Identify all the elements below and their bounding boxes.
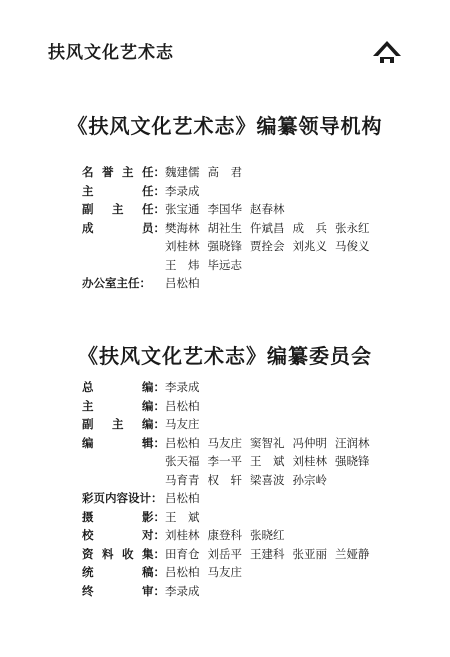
member-line bbox=[165, 582, 450, 601]
publisher-logo bbox=[372, 40, 402, 64]
member-line bbox=[165, 237, 450, 256]
role-label-char: 彩页内容设计： bbox=[82, 491, 163, 505]
role-label-char: 主 bbox=[82, 183, 94, 198]
member-name: 兰娅静 bbox=[335, 546, 370, 561]
member-line bbox=[165, 489, 450, 508]
member-name: 李国华 bbox=[207, 202, 242, 216]
member-name: 马友庄 bbox=[207, 565, 242, 579]
member-names bbox=[165, 545, 450, 564]
role-label-char: 编： bbox=[142, 380, 165, 394]
role-label bbox=[82, 219, 165, 275]
member-line bbox=[165, 526, 450, 545]
member-name: 胡社生 bbox=[207, 220, 242, 235]
member-names bbox=[165, 182, 450, 201]
member-name: 李录成 bbox=[165, 183, 200, 198]
member-name: 吕松柏 bbox=[165, 398, 200, 413]
member-name: 吕松柏 bbox=[165, 435, 200, 450]
roster-row bbox=[82, 582, 450, 601]
role-label-char: 总 bbox=[82, 380, 94, 394]
role-label bbox=[82, 415, 165, 434]
role-label bbox=[82, 508, 165, 527]
member-name: 樊海林 bbox=[165, 220, 200, 235]
roster-row bbox=[82, 508, 450, 527]
member-line bbox=[165, 563, 450, 582]
member-name: 张亚丽 bbox=[292, 546, 327, 561]
member-line bbox=[165, 256, 450, 275]
role-label bbox=[82, 582, 165, 601]
role-label-char: 校 bbox=[82, 528, 94, 542]
leadership-roster bbox=[82, 163, 450, 293]
role-label-char: 名 bbox=[82, 165, 94, 179]
member-name: 张晓红 bbox=[250, 528, 285, 542]
roster-row bbox=[82, 274, 450, 293]
member-names bbox=[165, 378, 450, 397]
role-label-char: 终 bbox=[82, 583, 94, 598]
role-label-char: 收 bbox=[122, 546, 134, 561]
member-names bbox=[165, 526, 450, 545]
roster-row bbox=[82, 545, 450, 564]
role-label bbox=[82, 182, 165, 201]
member-names bbox=[165, 582, 450, 601]
role-label-char: 料 bbox=[102, 546, 114, 561]
member-name: 强晓锋 bbox=[207, 239, 242, 253]
member-name: 冯仲明 bbox=[292, 435, 327, 450]
member-names bbox=[165, 415, 450, 434]
role-label-char: 主 bbox=[122, 165, 134, 179]
member-line bbox=[165, 471, 450, 490]
role-label-char: 任： bbox=[142, 202, 165, 216]
role-label bbox=[82, 397, 165, 416]
roster-row bbox=[82, 219, 450, 275]
roster-row bbox=[82, 489, 450, 508]
member-names bbox=[165, 397, 450, 416]
member-name: 成 兵 bbox=[292, 220, 327, 235]
member-line bbox=[165, 452, 450, 471]
member-name: 田育仓 bbox=[165, 546, 200, 561]
member-name: 强晓锋 bbox=[335, 454, 370, 468]
role-label-char: 对： bbox=[142, 528, 165, 542]
role-label bbox=[82, 545, 165, 564]
member-name: 康登科 bbox=[207, 528, 242, 542]
member-line bbox=[165, 415, 450, 434]
roster-row bbox=[82, 182, 450, 201]
member-name: 张永红 bbox=[335, 220, 370, 235]
member-name: 贾拴会 bbox=[250, 239, 285, 253]
roster-row bbox=[82, 415, 450, 434]
role-label bbox=[82, 526, 165, 545]
member-name: 吕松柏 bbox=[165, 276, 200, 290]
member-name: 王 斌 bbox=[250, 454, 285, 468]
member-name: 王 炜 bbox=[165, 257, 200, 272]
member-name: 窦智礼 bbox=[250, 435, 285, 450]
role-label bbox=[82, 274, 165, 293]
member-name: 汪润林 bbox=[335, 435, 370, 450]
member-name: 马友庄 bbox=[207, 435, 242, 450]
role-label-char: 统 bbox=[82, 565, 94, 579]
role-label-char: 副 bbox=[82, 417, 94, 431]
member-name: 马俊义 bbox=[335, 239, 370, 253]
role-label bbox=[82, 434, 165, 490]
member-name: 魏建儒 bbox=[165, 165, 200, 179]
member-name: 仵斌昌 bbox=[250, 220, 285, 235]
role-label bbox=[82, 163, 165, 182]
roster-row bbox=[82, 200, 450, 219]
member-line bbox=[165, 545, 450, 564]
role-label-char: 员： bbox=[142, 220, 165, 235]
roster-row bbox=[82, 378, 450, 397]
roster-row bbox=[82, 397, 450, 416]
member-name: 刘桂林 bbox=[292, 454, 327, 468]
role-label-char: 编： bbox=[142, 417, 165, 431]
role-label-char: 任： bbox=[142, 183, 165, 198]
member-names bbox=[165, 219, 450, 275]
member-name: 梁喜波 bbox=[250, 472, 285, 487]
member-name: 权 轩 bbox=[207, 472, 242, 487]
committee-section-title: 《扶风文化艺术志》编纂委员会 bbox=[78, 344, 372, 368]
role-label bbox=[82, 563, 165, 582]
member-name: 毕远志 bbox=[207, 257, 242, 272]
member-name: 孙宗岭 bbox=[292, 472, 327, 487]
role-label-char: 摄 bbox=[82, 509, 94, 524]
committee-roster bbox=[82, 378, 450, 600]
role-label bbox=[82, 378, 165, 397]
member-line bbox=[165, 200, 450, 219]
role-label-char: 审： bbox=[142, 583, 165, 598]
member-line bbox=[165, 397, 450, 416]
member-name: 高 君 bbox=[207, 165, 242, 179]
role-label-char: 办公室主任： bbox=[82, 276, 151, 290]
member-name: 刘岳平 bbox=[207, 546, 242, 561]
member-name: 李录成 bbox=[165, 583, 200, 598]
roster-row bbox=[82, 434, 450, 490]
role-label bbox=[82, 200, 165, 219]
role-label-char: 稿： bbox=[142, 565, 165, 579]
member-name: 李一平 bbox=[207, 454, 242, 468]
role-label-char: 主 bbox=[112, 202, 124, 216]
member-names bbox=[165, 434, 450, 490]
role-label-char: 资 bbox=[82, 546, 94, 561]
member-names bbox=[165, 163, 450, 182]
member-line bbox=[165, 378, 450, 397]
member-name: 张天福 bbox=[165, 454, 200, 468]
member-names bbox=[165, 200, 450, 219]
role-label bbox=[82, 489, 165, 508]
roster-row bbox=[82, 163, 450, 182]
role-label-char: 任： bbox=[142, 165, 165, 179]
member-name: 王建科 bbox=[250, 546, 285, 561]
member-name: 张宝通 bbox=[165, 202, 200, 216]
member-name: 刘桂林 bbox=[165, 528, 200, 542]
role-label-char: 主 bbox=[112, 417, 124, 431]
member-name: 马育青 bbox=[165, 472, 200, 487]
member-line bbox=[165, 274, 450, 293]
role-label-char: 影： bbox=[142, 509, 165, 524]
member-name: 李录成 bbox=[165, 380, 200, 394]
member-name: 赵春林 bbox=[250, 202, 285, 216]
member-name: 刘兆义 bbox=[292, 239, 327, 253]
member-names bbox=[165, 489, 450, 508]
member-line bbox=[165, 434, 450, 453]
member-name: 吕松柏 bbox=[165, 565, 200, 579]
member-names bbox=[165, 274, 450, 293]
page-header-title: 扶风文化艺术志 bbox=[48, 43, 174, 63]
member-line bbox=[165, 508, 450, 527]
role-label-char: 主 bbox=[82, 398, 94, 413]
role-label-char: 副 bbox=[82, 202, 94, 216]
role-label-char: 编 bbox=[82, 435, 94, 450]
role-label-char: 成 bbox=[82, 220, 94, 235]
member-name: 马友庄 bbox=[165, 417, 200, 431]
leadership-section-title: 《扶风文化艺术志》编纂领导机构 bbox=[67, 114, 383, 138]
member-name: 王 斌 bbox=[165, 509, 200, 524]
member-name: 吕松柏 bbox=[165, 491, 200, 505]
member-line bbox=[165, 182, 450, 201]
member-line bbox=[165, 163, 450, 182]
role-label-char: 编： bbox=[142, 398, 165, 413]
roster-row bbox=[82, 526, 450, 545]
member-name: 刘桂林 bbox=[165, 239, 200, 253]
member-names bbox=[165, 563, 450, 582]
roster-row bbox=[82, 563, 450, 582]
role-label-char: 誉 bbox=[102, 165, 114, 179]
member-line bbox=[165, 219, 450, 238]
member-names bbox=[165, 508, 450, 527]
role-label-char: 辑： bbox=[142, 435, 165, 450]
role-label-char: 集： bbox=[142, 546, 165, 561]
